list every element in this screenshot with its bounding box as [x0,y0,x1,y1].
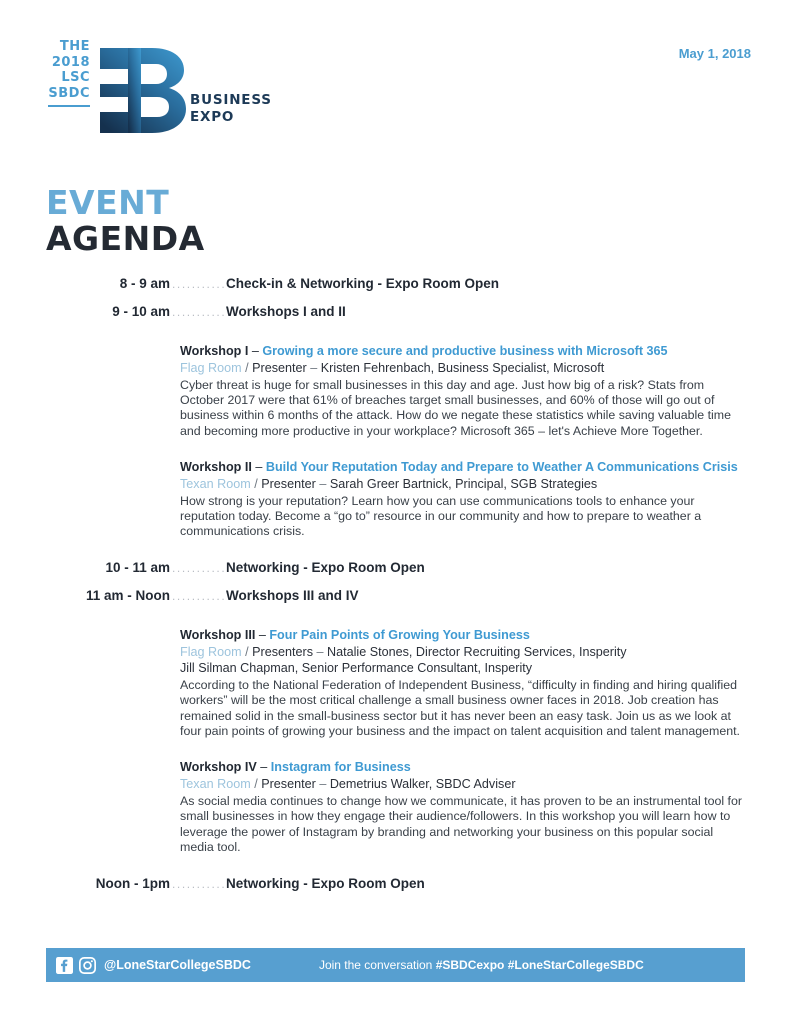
slot-label: Workshops III and IV [226,587,359,603]
workshop-dash: – [258,627,266,642]
hashtag-sbdcexpo[interactable]: #SBDCexpo [435,958,505,972]
page-title [46,183,205,258]
logo-expo-wordmark [186,34,272,126]
workshop-meta [180,476,751,493]
event-logo [48,34,272,137]
slot-leader-dots: ........... [172,560,226,575]
agenda-slot-row [48,304,751,319]
workshop-room-separator: / [254,477,258,492]
logo-line-sbdc: SBDC [48,85,90,101]
workshop-presenter-dash: – [319,777,327,792]
slot-time: 8 - 9 am [119,276,170,291]
workshop-presenter-label: Presenter [261,777,316,792]
logo-line-year: 2018 [51,54,90,70]
workshop-item [180,343,751,439]
workshop-name: Four Pain Points of Growing Your Business [269,627,530,642]
workshop-presenter-secondary: Jill Silman Chapman, Senior Performance Consultant, Insperity [180,661,533,676]
workshop-room: Texan Room [180,477,251,492]
join-conversation-prefix: Join the conversation [318,958,436,972]
workshop-number: Workshop II [180,460,252,475]
facebook-icon[interactable] [56,957,73,974]
event-date: May 1, 2018 [678,46,751,61]
slot-time: 9 - 10 am [112,304,170,319]
workshop-number: Workshop I [180,344,249,358]
logo-wordmark [48,34,98,107]
workshop-number: Workshop IV [180,760,257,775]
workshop-presenter-label: Presenter [252,361,307,375]
workshop-presenter: Sarah Greer Bartnick, Principal, SGB Strategies [329,477,598,492]
workshop-dash: – [255,460,263,475]
slot-leader-dots: ........... [172,277,226,291]
logo-expo-line-expo: EXPO [190,109,235,125]
slot-label: Check-in & Networking - Expo Room Open [226,276,500,291]
workshop-description: According to the National Federation of Independent Business, “difficulty in finding and hiring qualified workers” will be the most critical challenge a small business owner faces in 2018. Job creation has remained solid in the small-business sector but it has never been an easy task. Join us as we look at four pain points of growing your business and the impact on talent acquisition and talent management. [180,677,740,739]
social-footer-bar [46,948,745,982]
logo-line-the: THE [59,39,90,54]
workshop-presenter: Natalie Stones, Director Recruiting Services, Insperity [327,644,627,659]
workshop-meta [180,644,751,661]
workshop-name: Build Your Reputation Today and Prepare to Weather A Communications Crisis [265,460,738,475]
page-title-line-agenda: AGENDA [46,219,205,258]
slot-leader-dots: ........... [172,305,226,319]
workshop-presenter-label: Presenter [261,477,316,492]
workshop-title [180,343,751,359]
slot-leader-dots: ........... [172,588,226,603]
slot-time: Noon - 1pm [95,875,170,891]
workshop-room: Flag Room [180,644,242,659]
workshop-room: Texan Room [180,777,251,792]
workshop-item [180,459,751,540]
slot-time: 11 am - Noon [85,587,170,603]
workshop-number: Workshop III [180,627,256,642]
workshop-dash: – [260,760,268,775]
workshop-group-midday [180,627,751,856]
workshop-description: As social media continues to change how we communicate, it has proven to be an instrumental tool for small businesses in how they engage their audience/followers. In this workshop you will learn how to leverage the power of Instagram by branding and networking your business on this popular social media tool. [180,793,743,855]
logo-expo-line-business: BUSINESS [190,92,272,108]
workshop-description: How strong is your reputation? Learn how you can use communications tools to enhance your reputation today. Become a “go to” resource in our community and how to prepare to weather a communications crisis. [180,493,702,539]
workshop-group-morning [180,343,751,540]
workshop-title [180,759,751,775]
workshop-item [180,627,751,740]
logo-underline-rule [48,105,90,107]
workshop-description: Cyber threat is huge for small businesses in this day and age. Just how big of a risk? Stats from October 2017 were that 61% of breaches target small businesses, and 60% of those will go out of business within 6 months of the attack. How do we negate these statistics while saving valuable time and becoming more productive in your workplace? Microsoft 365 – let's Achieve More Together. [180,377,731,438]
instagram-icon[interactable] [79,957,96,974]
agenda-slot-row [48,276,751,291]
agenda-slot-row [48,560,751,575]
social-handle[interactable]: @LoneStarCollegeSBDC [104,958,251,972]
agenda-slot-row [48,588,751,603]
join-conversation-text [319,958,644,972]
workshop-presenter: Kristen Fehrenbach, Business Specialist, Microsoft [320,361,605,375]
slot-label: Workshops I and II [226,304,346,319]
workshop-name: Growing a more secure and productive business with Microsoft 365 [262,344,668,358]
workshop-name: Instagram for Business [270,760,411,775]
workshop-room-separator: / [245,361,249,375]
slot-time: 10 - 11 am [105,559,170,575]
agenda-list [48,276,751,904]
workshop-meta [180,360,751,377]
workshop-presenter-label: Presenters [252,644,313,659]
page-header [48,34,751,149]
slot-label: Networking - Expo Room Open [226,875,425,891]
workshop-meta [180,776,751,793]
workshop-dash: – [251,344,259,358]
workshop-room-separator: / [254,777,258,792]
workshop-title [180,627,751,643]
workshop-title [180,459,751,475]
workshop-item [180,759,751,855]
workshop-room-separator: / [245,644,249,659]
page-title-line-event: EVENT [46,183,170,222]
workshop-room: Flag Room [180,361,242,375]
hashtag-lonestarcollegesbdc[interactable]: #LoneStarCollegeSBDC [507,958,644,972]
slot-label: Networking - Expo Room Open [226,559,425,575]
workshop-presenter-dash: – [310,361,318,375]
workshop-presenter-dash: – [316,644,324,659]
be-monogram-icon [100,34,186,137]
workshop-presenter: Demetrius Walker, SBDC Adviser [329,777,516,792]
slot-leader-dots: ........... [172,876,226,891]
logo-line-lsc: LSC [61,70,90,85]
workshop-presenter-dash: – [319,477,327,492]
agenda-slot-row [48,876,751,891]
